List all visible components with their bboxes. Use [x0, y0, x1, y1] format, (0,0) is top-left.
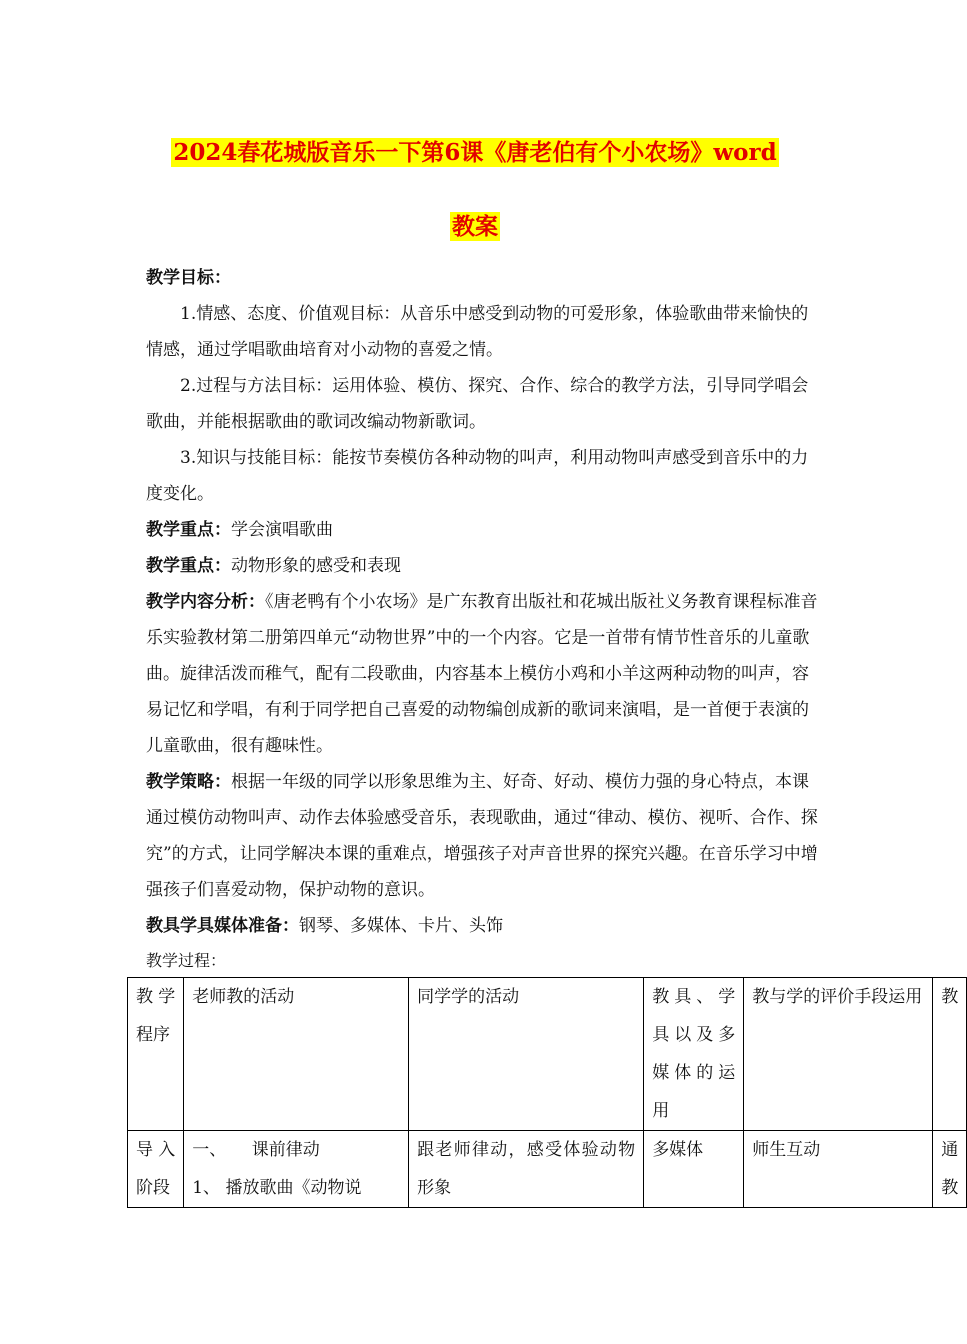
- table-cell: 多媒体: [644, 1131, 744, 1208]
- teaching-strategy: 教学策略：根据一年级的同学以形象思维为主、好奇、好动、模仿力强的身心特点，本课通过模仿动物叫声、动作去体验感受音乐，表现歌曲，通过“律动、模仿、视听、合作、探究”的方式，让同学解决本课的重难点，增强孩子对声音世界的探究兴趣。在音乐学习中增强孩子们喜爱动物，保护动物的意识。: [146, 772, 818, 900]
- header-cell: 教与学的评价手段运用: [744, 978, 933, 1131]
- table-header-row: [128, 978, 967, 1131]
- goal-3: 3.知识与技能目标：能按节奏模仿各种动物的叫声，利用动物叫声感受到音乐中的力度变化。: [146, 448, 809, 504]
- key-point-2: 教学重点：动物形象的感受和表现: [146, 556, 401, 576]
- table-row: [128, 1131, 967, 1208]
- content-analysis: 教学内容分析：《唐老鸭有个小农场》是广东教育出版社和花城出版社义务教育课程标准音乐实验教材第二册第四单元“动物世界”中的一个内容。它是一首带有情节性音乐的儿童歌曲。旋律活泼而稚气，配有二段歌曲，内容基本上模仿小鸡和小羊这两种动物的叫声，容易记忆和学唱，有利于同学把自己喜爱的动物编创成新的歌词来演唱，是一首便于表演的儿童歌曲，很有趣味性。: [146, 592, 818, 756]
- header-cell: 教具、学具以及多媒体的运用: [644, 978, 744, 1131]
- table-cell: 通 教: [933, 1131, 967, 1208]
- process-table: [127, 977, 967, 1208]
- process-heading: 教学过程：: [146, 951, 227, 970]
- table-cell: 师生互动: [744, 1131, 933, 1208]
- table-cell: 跟老师律动，感受体验动物形象: [409, 1131, 644, 1208]
- document-title-line-2: 教案: [452, 213, 498, 240]
- header-cell: 老师教的活动: [184, 978, 409, 1131]
- goal-2: 2.过程与方法目标：运用体验、模仿、探究、合作、综合的教学方法，引导同学唱会歌曲，并能根据歌曲的歌词改编动物新歌词。: [146, 376, 809, 432]
- header-cell: 教: [933, 978, 967, 1131]
- goal-1: 1.情感、态度、价值观目标：从音乐中感受到动物的可爱形象，体验歌曲带来愉快的情感，通过学唱歌曲培育对小动物的喜爱之情。: [146, 304, 809, 360]
- document-title-line-1: 2024春花城版音乐一下第6课《唐老伯有个小农场》word: [173, 139, 777, 166]
- table-cell: 导入阶段: [128, 1131, 184, 1208]
- header-cell: 同学学的活动: [409, 978, 644, 1131]
- document-body: [146, 260, 818, 976]
- header-cell: 教学程序: [128, 978, 184, 1131]
- media-preparation: 教具学具媒体准备：钢琴、多媒体、卡片、头饰: [146, 916, 503, 936]
- key-point-1: 教学重点：学会演唱歌曲: [146, 520, 333, 540]
- table-cell: 一、 课前律动 1、 播放歌曲《动物说: [184, 1131, 409, 1208]
- goals-heading: 教学目标：: [146, 268, 231, 288]
